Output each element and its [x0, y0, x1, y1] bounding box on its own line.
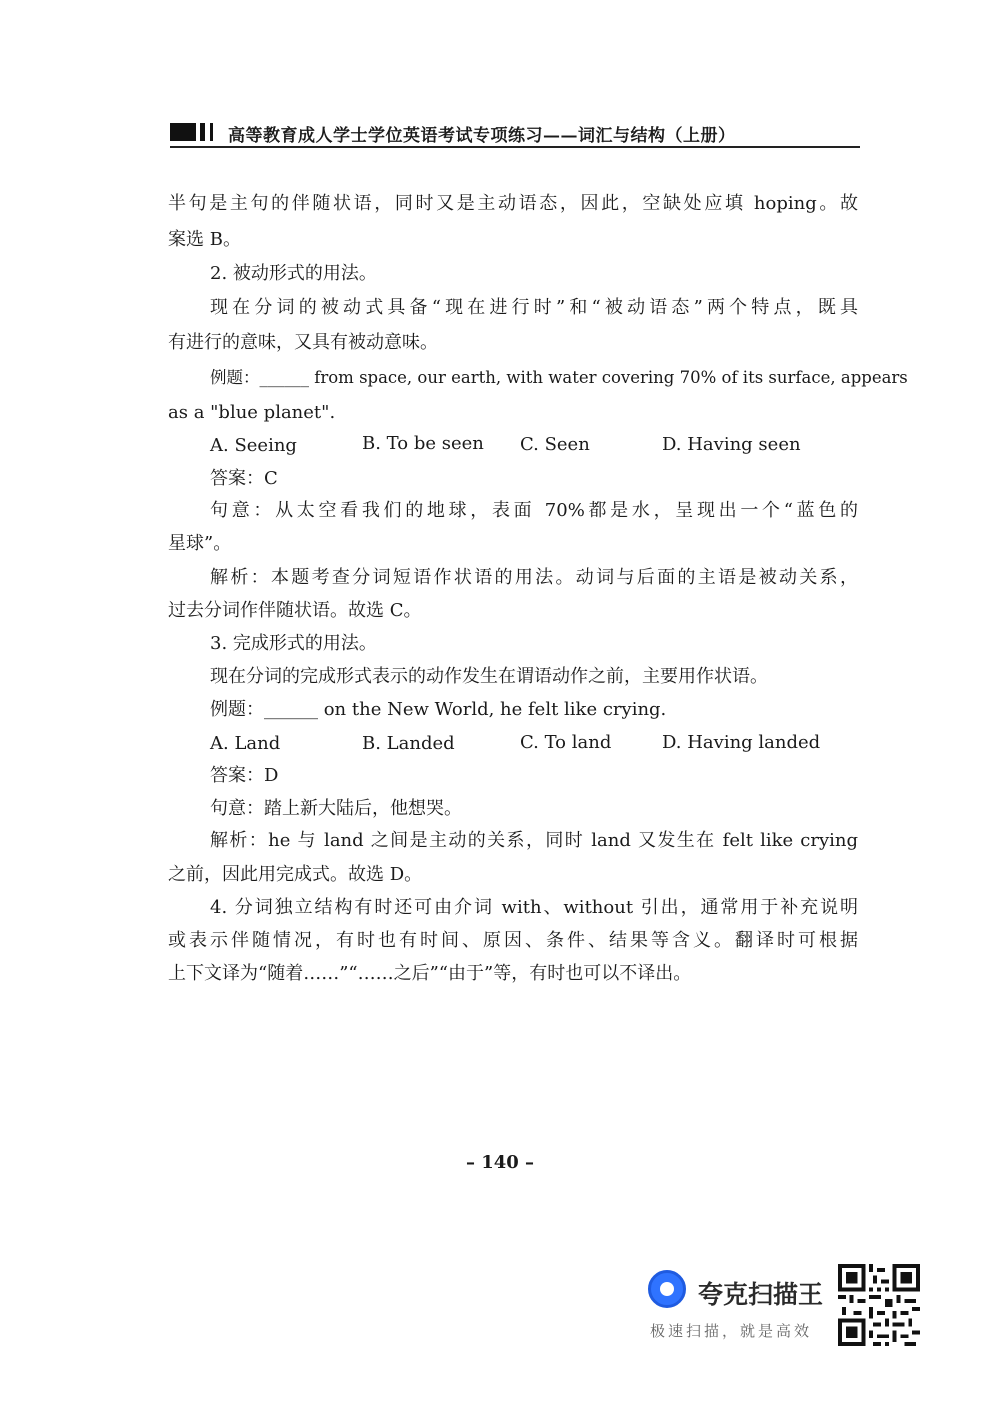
paragraph-line: 半句是主句的伴随状语，同时又是主动语态，因此，空缺处应填 hoping。故	[168, 193, 858, 214]
option-b: B. Landed	[362, 733, 455, 754]
watermark-tagline: 极速扫描，就是高效	[650, 1322, 813, 1340]
example-question: as a "blue planet".	[168, 402, 336, 423]
scanner-watermark	[648, 1262, 928, 1352]
paragraph-line: 案选 B。	[168, 229, 241, 250]
paragraph-line: 或表示伴随情况，有时也有时间、原因、条件、结果等含义。翻译时可根据	[168, 930, 858, 951]
option-a: A. Land	[210, 733, 281, 754]
option-b: B. To be seen	[362, 433, 484, 454]
example-question: 例题：______ on the New World, he felt like crying.	[210, 699, 667, 720]
analysis: 之前，因此用完成式。故选 D。	[168, 864, 423, 885]
section-heading: 2. 被动形式的用法。	[210, 263, 377, 284]
option-d: D. Having seen	[662, 434, 801, 455]
example-question: 例题：______ from space, our earth, with water covering 70% of its surface, appears	[210, 368, 908, 387]
option-a: A. Seeing	[210, 435, 297, 456]
page-number: – 140 –	[465, 1152, 535, 1173]
running-header	[170, 118, 860, 148]
watermark-brand: 夸克扫描王	[698, 1280, 824, 1309]
paragraph-line: 有进行的意味，又具有被动意味。	[168, 332, 438, 353]
qr-code-icon	[838, 1264, 920, 1346]
paragraph-line: 现在分词的完成形式表示的动作发生在谓语动作之前，主要用作状语。	[210, 666, 768, 687]
quark-logo-icon	[648, 1270, 686, 1308]
meaning: 句意：踏上新大陆后，他想哭。	[210, 798, 462, 819]
answer: 答案：C	[210, 468, 278, 489]
option-c: C. Seen	[520, 434, 590, 455]
meaning: 句意：从太空看我们的地球，表面 70%都是水，呈现出一个“蓝色的	[210, 500, 858, 521]
option-d: D. Having landed	[662, 732, 821, 753]
header-title: 高等教育成人学士学位英语考试专项练习——词汇与结构（上册）	[228, 126, 736, 146]
meaning: 星球”。	[168, 533, 232, 554]
header-bars-icon	[170, 123, 220, 143]
paragraph-line: 4. 分词独立结构有时还可由介词 with、without 引出，通常用于补充说明	[210, 897, 858, 918]
analysis: 解析：本题考查分词短语作状语的用法。动词与后面的主语是被动关系，	[210, 567, 858, 588]
section-heading: 3. 完成形式的用法。	[210, 633, 377, 654]
header-rule	[170, 146, 860, 148]
analysis: 解析：he 与 land 之间是主动的关系，同时 land 又发生在 felt like crying	[210, 830, 858, 851]
answer: 答案：D	[210, 765, 279, 786]
option-c: C. To land	[520, 732, 612, 753]
analysis: 过去分词作伴随状语。故选 C。	[168, 600, 422, 621]
paragraph-line: 现在分词的被动式具备“现在进行时”和“被动语态”两个特点，既具	[210, 297, 858, 318]
paragraph-line: 上下文译为“随着……”“……之后”“由于”等，有时也可以不译出。	[168, 963, 692, 984]
